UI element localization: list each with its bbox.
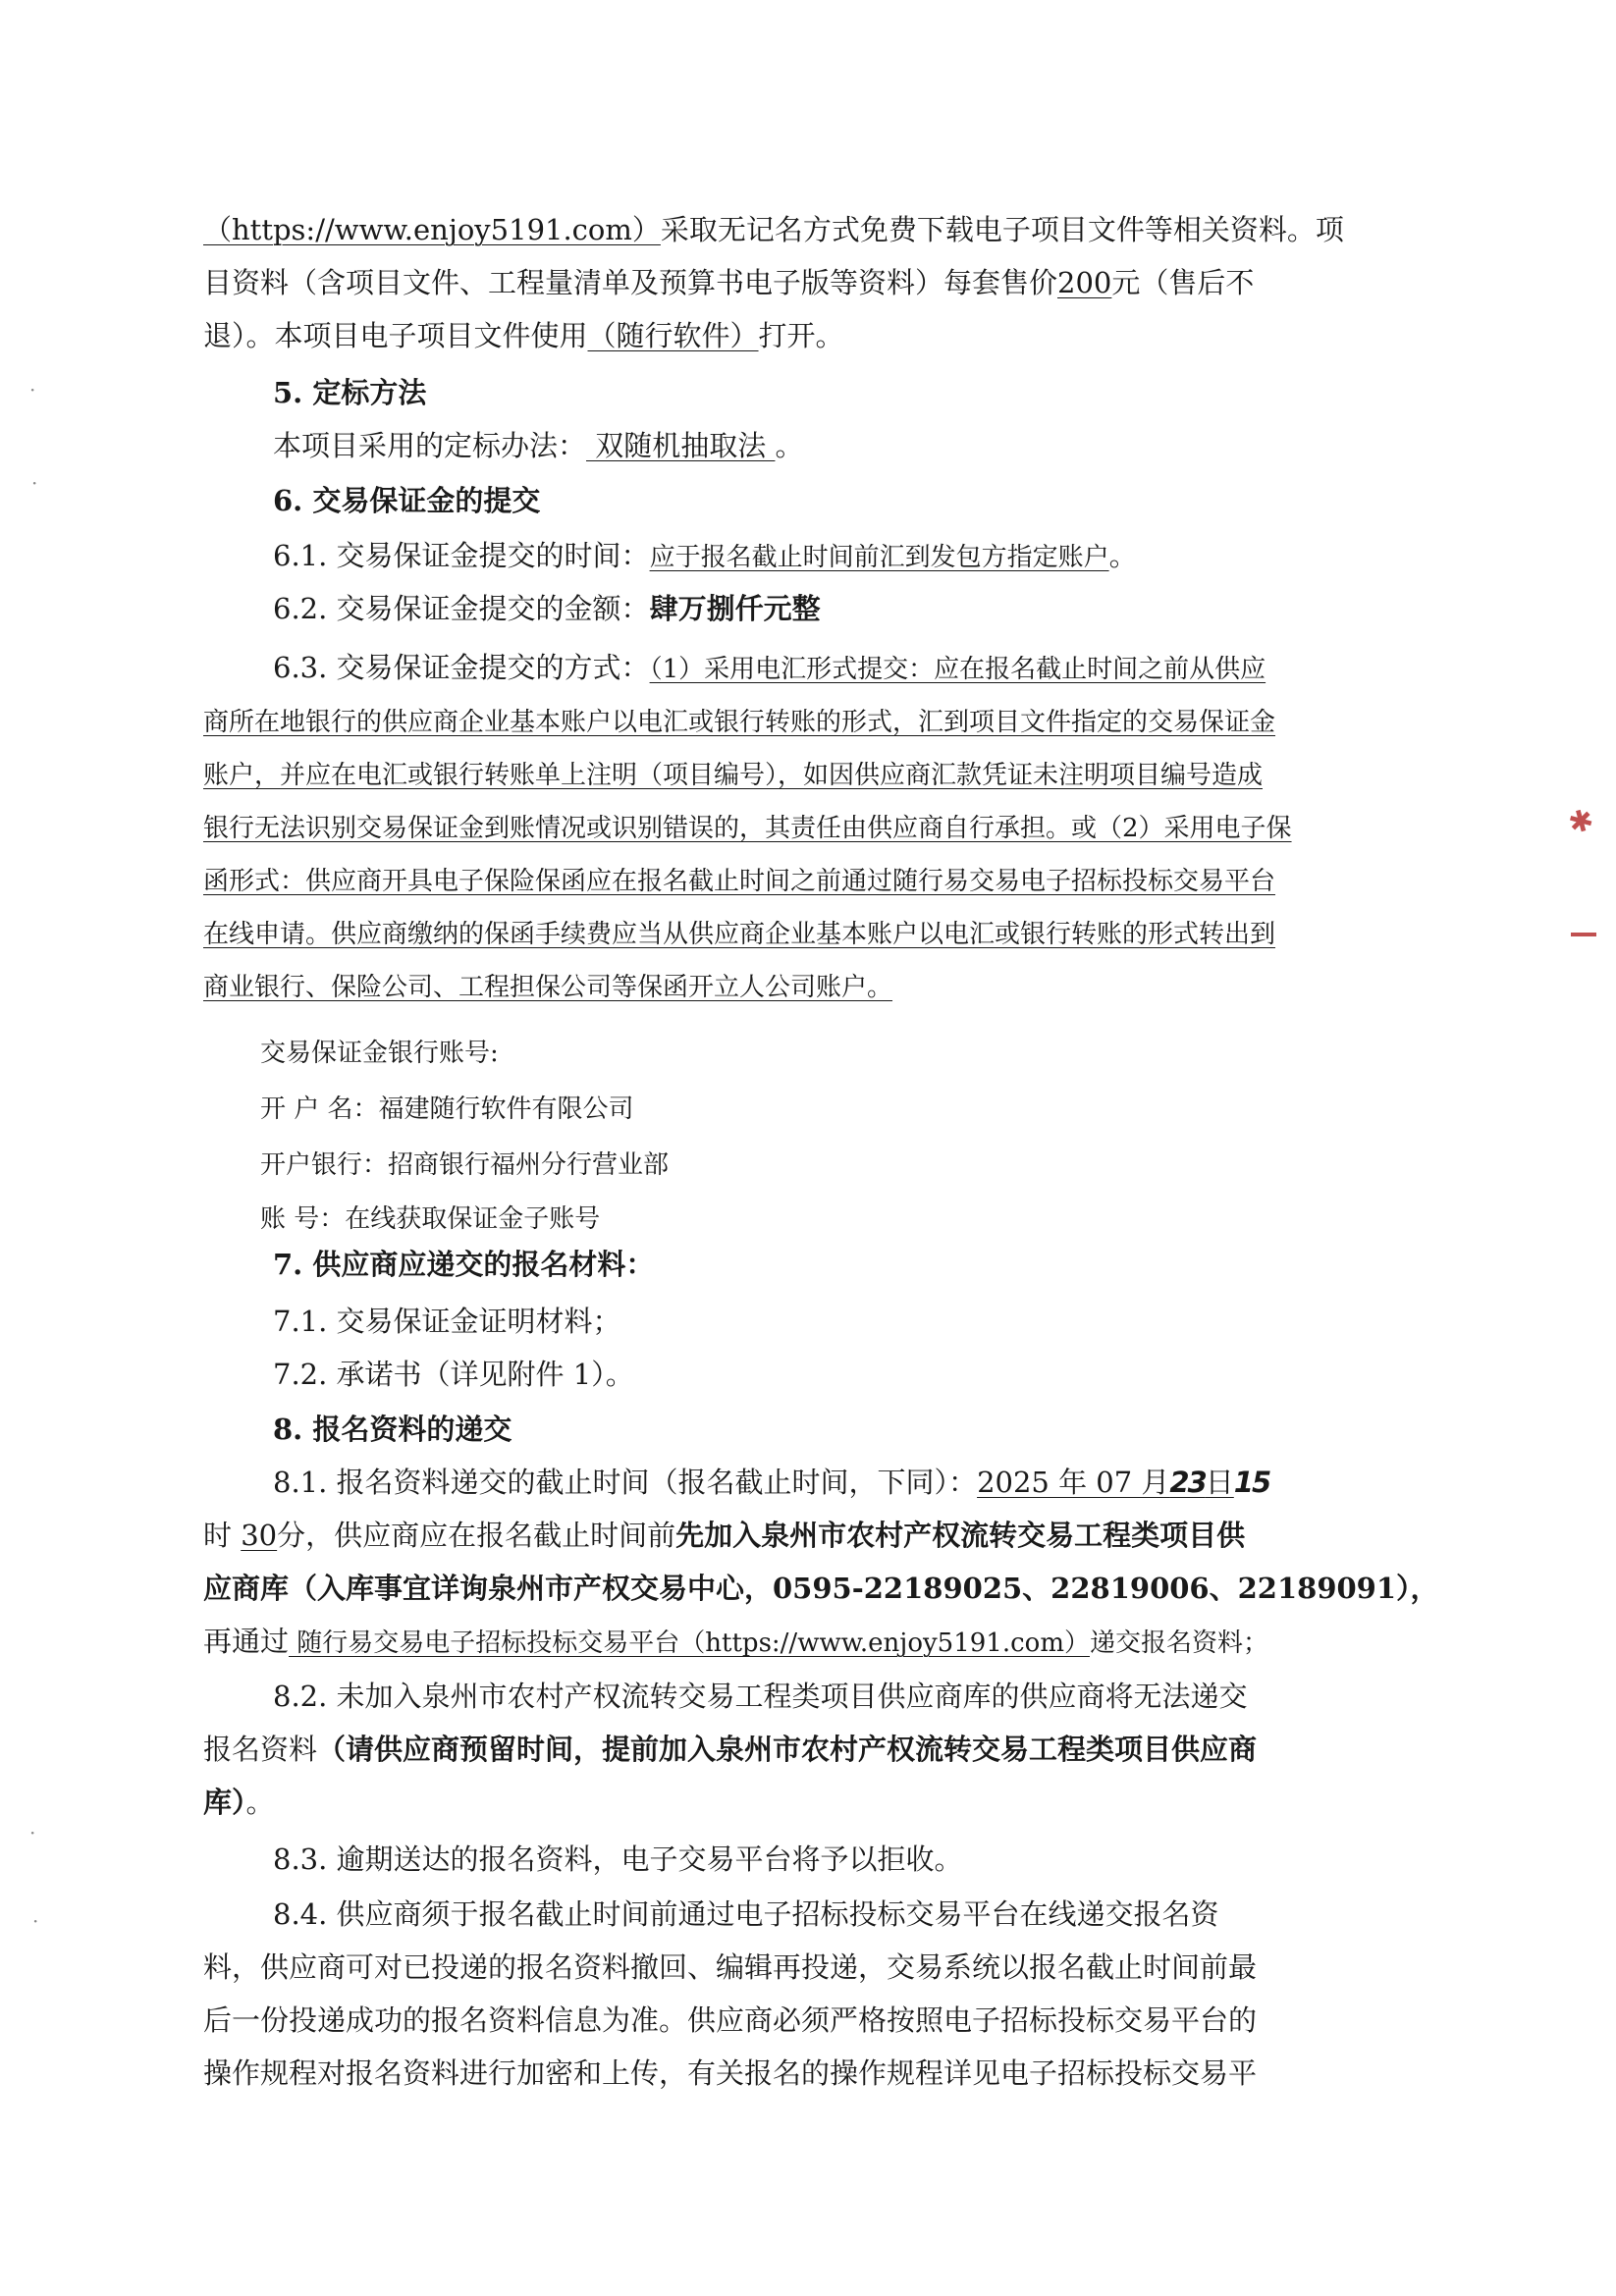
- paragraph-line: 8.3. 逾期送达的报名资料，电子交易平台将予以拒收。: [273, 1842, 963, 1876]
- paragraph-line: 料，供应商可对已投递的报名资料撤回、编辑再投递，交易系统以报名截止时间前最: [203, 1950, 1258, 1984]
- paragraph-line: 库）。: [203, 1786, 275, 1819]
- bank-account-name: 开 户 名：福建随行软件有限公司: [260, 1095, 634, 1124]
- paragraph-line: 6.3. 交易保证金提交的方式：（1）采用电汇形式提交：应在报名截止时间之前从供应: [273, 651, 1266, 684]
- paragraph-line: （https://www.enjoy5191.com）采取无记名方式免费下载电子项目文件等相关资料。项: [203, 213, 1344, 246]
- paragraph-line: 商所在地银行的供应商企业基本账户以电汇或银行转账的形式，汇到项目文件指定的交易保证金: [203, 708, 1276, 737]
- paragraph-line: 8.2. 未加入泉州市农村产权流转交易工程类项目供应商库的供应商将无法递交: [273, 1680, 1248, 1713]
- section-8-heading: 8. 报名资料的递交: [273, 1413, 512, 1446]
- paragraph-line: 账户，并应在电汇或银行转账单上注明（项目编号），如因供应商汇款凭证未注明项目编号造成: [203, 761, 1264, 790]
- bank-account-number: 账 号：在线获取保证金子账号: [260, 1204, 601, 1234]
- bank-name: 开户银行：招商银行福州分行营业部: [260, 1150, 670, 1180]
- paragraph-line: 8.4. 供应商须于报名截止时间前通过电子招标投标交易平台在线递交报名资: [273, 1897, 1219, 1931]
- paragraph-line: 商业银行、保险公司、工程担保公司等保函开立人公司账户。: [203, 973, 893, 1002]
- paragraph-line: 函形式：供应商开具电子保险保函应在报名截止时间之前通过随行易交易电子招标投标交易平台: [203, 867, 1276, 896]
- paragraph-line: 退）。本项目电子项目文件使用（随行软件）打开。: [203, 319, 844, 352]
- section-5-heading: 5. 定标方法: [273, 376, 427, 409]
- paragraph-line: 目资料（含项目文件、工程量清单及预算书电子版等资料）每套售价200元（售后不: [203, 266, 1255, 299]
- seal-fragment-mark: ✱: [1564, 802, 1598, 842]
- scan-speck: ·: [29, 378, 36, 401]
- paragraph-line: 银行无法识别交易保证金到账情况或识别错误的，其责任由供应商自行承担。或（2）采用电子保: [203, 814, 1292, 843]
- paragraph-line: 再通过 随行易交易电子招标投标交易平台（https://www.enjoy5191.com）递交报名资料；: [203, 1625, 1268, 1658]
- section-7-heading: 7. 供应商应递交的报名材料：: [273, 1248, 655, 1281]
- bank-account-title: 交易保证金银行账号:: [260, 1039, 499, 1068]
- section-6-heading: 6. 交易保证金的提交: [273, 484, 541, 517]
- paragraph-line: 后一份投递成功的报名资料信息为准。供应商必须严格按照电子招标投标交易平台的: [203, 2003, 1258, 2037]
- paragraph-line: 报名资料（请供应商预留时间，提前加入泉州市农村产权流转交易工程类项目供应商: [203, 1733, 1258, 1766]
- scan-speck: ·: [29, 1821, 36, 1844]
- paragraph-line: 操作规程对报名资料进行加密和上传，有关报名的操作规程详见电子招标投标交易平: [203, 2056, 1258, 2090]
- scan-speck: ·: [32, 1909, 39, 1933]
- seal-fragment-mark: [1571, 933, 1596, 936]
- paragraph-line: 本项目采用的定标办法： 双随机抽取法 。: [273, 429, 804, 462]
- paragraph-line: 6.1. 交易保证金提交的时间：应于报名截止时间前汇到发包方指定账户。: [273, 539, 1138, 572]
- paragraph-line: 时 30分，供应商应在报名截止时间前先加入泉州市农村产权流转交易工程类项目供: [203, 1519, 1246, 1552]
- paragraph-line: 8.1. 报名资料递交的截止时间（报名截止时间，下同）：2025 年 07 月23日15: [273, 1466, 1270, 1499]
- list-item: 7.1. 交易保证金证明材料；: [273, 1305, 621, 1338]
- paragraph-line: 6.2. 交易保证金提交的金额：肆万捌仟元整: [273, 592, 821, 625]
- list-item: 7.2. 承诺书（详见附件 1）。: [273, 1358, 634, 1391]
- paragraph-line: 应商库（入库事宜详询泉州市产权交易中心，0595-22189025、22819006、22189091），: [203, 1572, 1439, 1605]
- scan-speck: ·: [31, 471, 38, 495]
- paragraph-line: 在线申请。供应商缴纳的保函手续费应当从供应商企业基本账户以电汇或银行转账的形式转出到: [203, 920, 1276, 949]
